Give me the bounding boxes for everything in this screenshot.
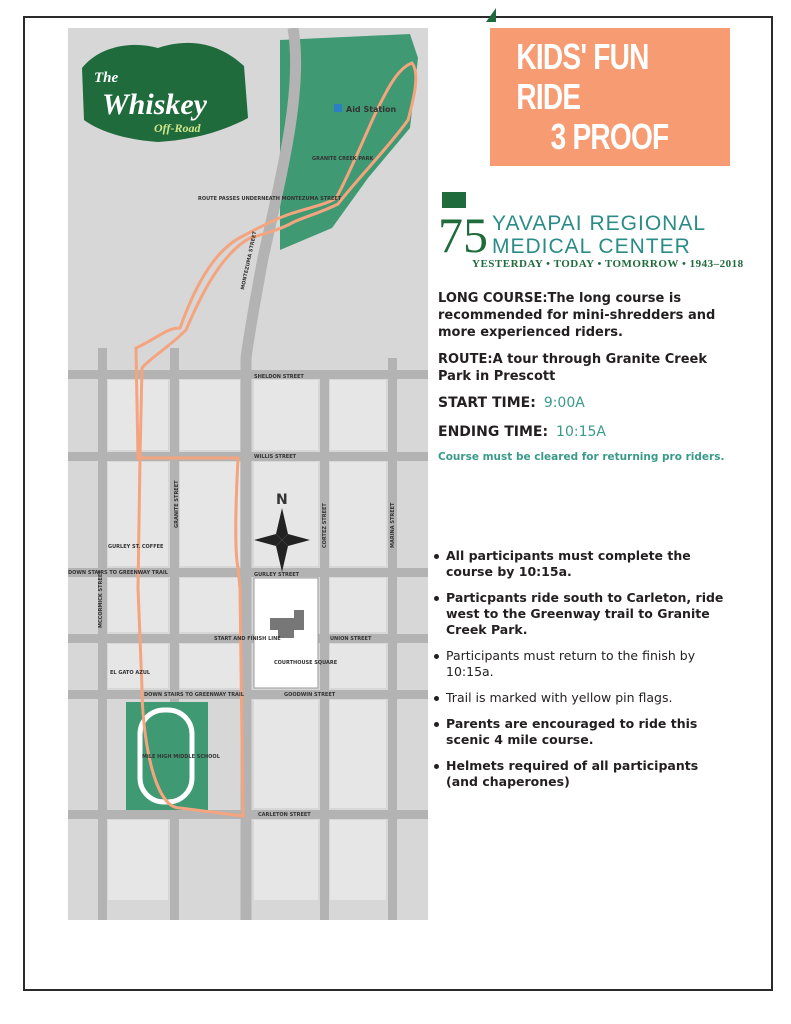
logo-line3: Off-Road [154,121,201,135]
union-label: UNION STREET [330,636,372,642]
sponsor-mark: 75 [438,207,488,263]
end-value: 10:15A [556,424,606,440]
sponsor-name [492,212,706,258]
start-value: 9:00A [543,395,585,411]
north-label: N [276,492,288,508]
course-map [68,28,428,920]
sponsor-name-line1: YAVAPAI REGIONAL [492,212,707,235]
marina-label: MARINA STREET [390,502,396,548]
goodwin-label: GOODWIN STREET [284,692,336,698]
aid-station-marker [334,104,342,112]
sponsor-name-line2: MEDICAL CENTER [492,235,691,258]
rule-item: Particpants ride south to Carleton, ride west to the Greenway trail to Granite Creek Park. [434,590,734,638]
course-note: Course must be cleared for returning pro riders. [438,451,725,463]
sponsor-tagline: YESTERDAY • TODAY • TOMORROW • 1943–2018 [472,258,744,270]
long-course-text: LONG COURSE:The long course is recommended for mini-shredders and more experienced riders. [438,291,716,340]
aid-station-label: Aid Station [346,105,397,114]
cortez-label: CORTEZ STREET [322,503,328,548]
rule-item: All participants must complete the course by 10:15a. [434,548,734,580]
school-label: MILE HIGH MIDDLE SCHOOL [142,754,220,760]
el-gato-label: EL GATO AZUL [110,670,151,676]
rules-list [434,548,734,800]
montezuma-label: MONTEZUMA STREET [240,230,259,291]
carleton-label: CARLETON STREET [258,812,311,818]
title-line-2: 3 PROOF [551,116,669,157]
course-info [438,290,738,463]
title-line-1: KIDS' FUN RIDE [516,36,649,117]
sponsor-logo [432,190,742,280]
passes-label: ROUTE PASSES UNDERNEATH MONTEZUMA STREET [198,196,342,202]
start-label: START TIME: [438,395,536,411]
map-svg [68,28,428,920]
logo-line2: Whiskey [102,88,207,121]
courthouse-label: COURTHOUSE SQUARE [274,660,338,666]
sheldon-label: SHELDON STREET [254,374,304,380]
start-finish-label: START AND FINISH LINE [214,636,281,642]
end-time [438,424,738,440]
rule-item: Trail is marked with yellow pin flags. [434,690,734,706]
corner-mark [486,8,496,22]
park-label: GRANITE CREEK PARK [312,156,374,162]
start-time [438,395,738,411]
route-text: ROUTE:A tour through Granite Creek Park in Prescott [438,352,707,384]
rule-item: Helmets required of all participants (and chaperones) [434,758,734,790]
down-stairs-2-label: DOWN STAIRS TO GREENWAY TRAIL [144,692,244,698]
rule-item: Participants must return to the finish by 10:15a. [434,648,734,680]
title-box [490,28,730,166]
willis-label: WILLIS STREET [254,454,297,460]
end-label: ENDING TIME: [438,424,549,440]
logo-line1: The [94,70,119,86]
down-stairs-1-label: DOWN STAIRS TO GREENWAY TRAIL [68,570,168,576]
gurley-label: GURLEY STREET [254,572,300,578]
granite-label: GRANITE STREET [174,480,180,528]
whiskey-offroad-logo [82,43,248,142]
coffee-label: GURLEY ST. COFFEE [108,544,164,550]
mccormick-label: MCCORMICK STREET [98,570,104,628]
rule-item: Parents are encouraged to ride this scenic 4 mile course. [434,716,734,748]
